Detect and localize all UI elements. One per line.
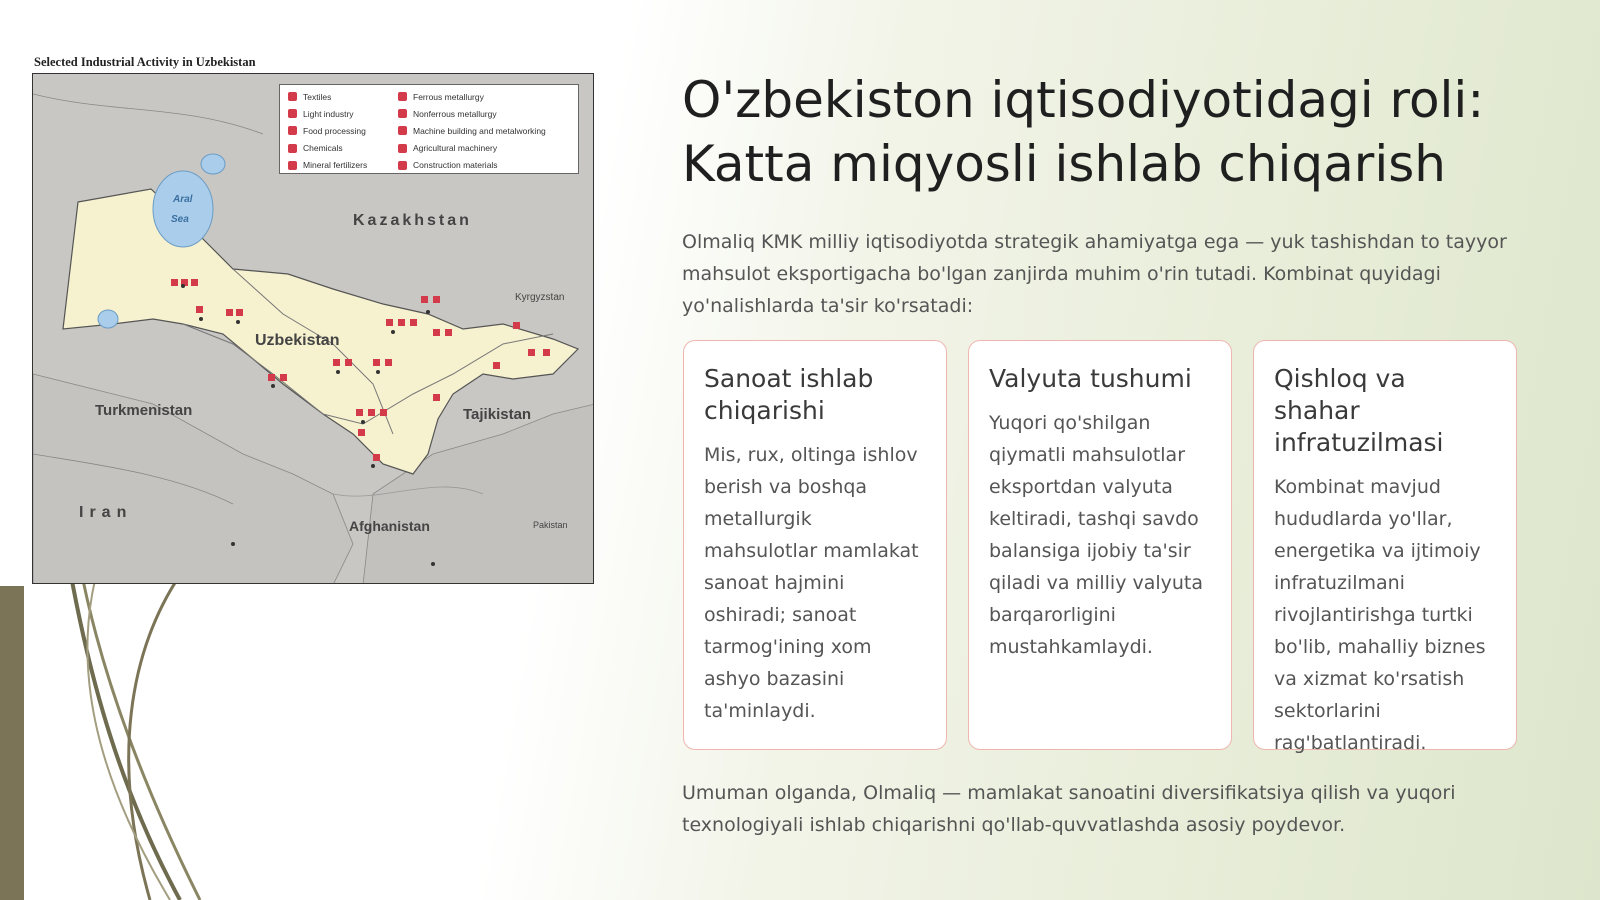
agricultural-machinery-icon	[398, 144, 407, 153]
map-label-aral: Aral	[173, 194, 193, 205]
card-body: Yuqori qo'shilgan qiymatli mahsulotlar eksportdan valyuta keltiradi, tashqi savdo balansiga ijobiy ta'sir qiladi va milliy valyuta barqarorligini mustahkamlaydi.	[989, 412, 1204, 658]
legend-item: Agricultural machinery	[398, 143, 588, 154]
card-body: Kombinat mavjud hududlarda yo'llar, energetika va ijtimoiy infratuzilmani rivojlantirishga turtki bo'lib, mahalliy biznes va xizmat ko'rsatish sektorlarini rag'batlantiradi.	[1274, 476, 1486, 754]
machine-building-icon	[398, 126, 407, 135]
heading-line-2: Katta miqyosli ishlab chiqarish	[682, 135, 1446, 193]
map-label-tajikistan: Tajikistan	[463, 406, 532, 423]
legend-item: Nonferrous metallurgy	[398, 108, 588, 119]
slide-heading	[682, 68, 1562, 196]
legend-item: Chemicals	[288, 143, 398, 154]
intro-paragraph: Olmaliq KMK milliy iqtisodiyotda strategik ahamiyatga ega — yuk tashishdan to tayyor mahsulot eksportigacha bo'lgan zanjirda muhim o'rin tutadi. Kombinat quyidagi yo'nalishlarda ta'sir ko'rsatadi:	[682, 231, 1507, 317]
card-industrial-production	[683, 340, 947, 750]
nonferrous-metallurgy-icon	[398, 109, 407, 118]
map-label-iran: Iran	[79, 504, 133, 521]
map-label-kazakhstan: Kazakhstan	[353, 212, 472, 229]
construction-materials-icon	[398, 161, 407, 170]
legend-item: Food processing	[288, 125, 398, 136]
card-title: Sanoat ishlab chiqarishi	[704, 364, 874, 425]
decorative-swoosh	[0, 560, 600, 900]
card-currency-income	[968, 340, 1232, 750]
food-processing-icon	[288, 126, 297, 135]
card-title: Valyuta tushumi	[989, 364, 1192, 393]
legend-item: Light industry	[288, 108, 398, 119]
summary-paragraph: Umuman olganda, Olmaliq — mamlakat sanoatini diversifikatsiya qilish va yuqori texnologiyali ishlab chiqarishni qo'llab-quvvatlashda asosiy poydevor.	[682, 782, 1456, 836]
legend-item: Construction materials	[398, 160, 588, 171]
aral-sea	[153, 171, 213, 247]
textiles-icon	[288, 92, 297, 101]
legend-item: Textiles	[288, 91, 398, 102]
uzbekistan-industry-map	[32, 73, 594, 584]
map-label-pakistan: Pakistan	[533, 520, 568, 530]
map-label-uzbekistan: Uzbekistan	[255, 332, 340, 349]
card-title: Qishloq va shahar infratuzilmasi	[1274, 364, 1444, 457]
map-label-kyrgyzstan: Kyrgyzstan	[515, 292, 565, 303]
card-infrastructure	[1253, 340, 1517, 754]
mineral-fertilizers-icon	[288, 161, 297, 170]
ferrous-metallurgy-icon	[398, 92, 407, 101]
map-title: Selected Industrial Activity in Uzbekistan	[34, 55, 256, 69]
heading-line-1: O'zbekiston iqtisodiyotidagi roli:	[682, 71, 1485, 129]
map-label-turkmenistan: Turkmenistan	[95, 402, 193, 419]
legend-item: Mineral fertilizers	[288, 160, 398, 171]
map-label-sea: Sea	[171, 214, 189, 225]
chemicals-icon	[288, 144, 297, 153]
map-label-afghanistan: Afghanistan	[349, 518, 430, 534]
map-legend	[279, 84, 579, 174]
card-body: Mis, rux, oltinga ishlov berish va boshqa metallurgik mahsulotlar mamlakat sanoat hajmini oshiradi; sanoat tarmog'ining xom ashyo bazasini ta'minlaydi.	[704, 444, 919, 722]
legend-item: Machine building and metalworking	[398, 125, 588, 136]
light-industry-icon	[288, 109, 297, 118]
legend-item: Ferrous metallurgy	[398, 91, 588, 102]
